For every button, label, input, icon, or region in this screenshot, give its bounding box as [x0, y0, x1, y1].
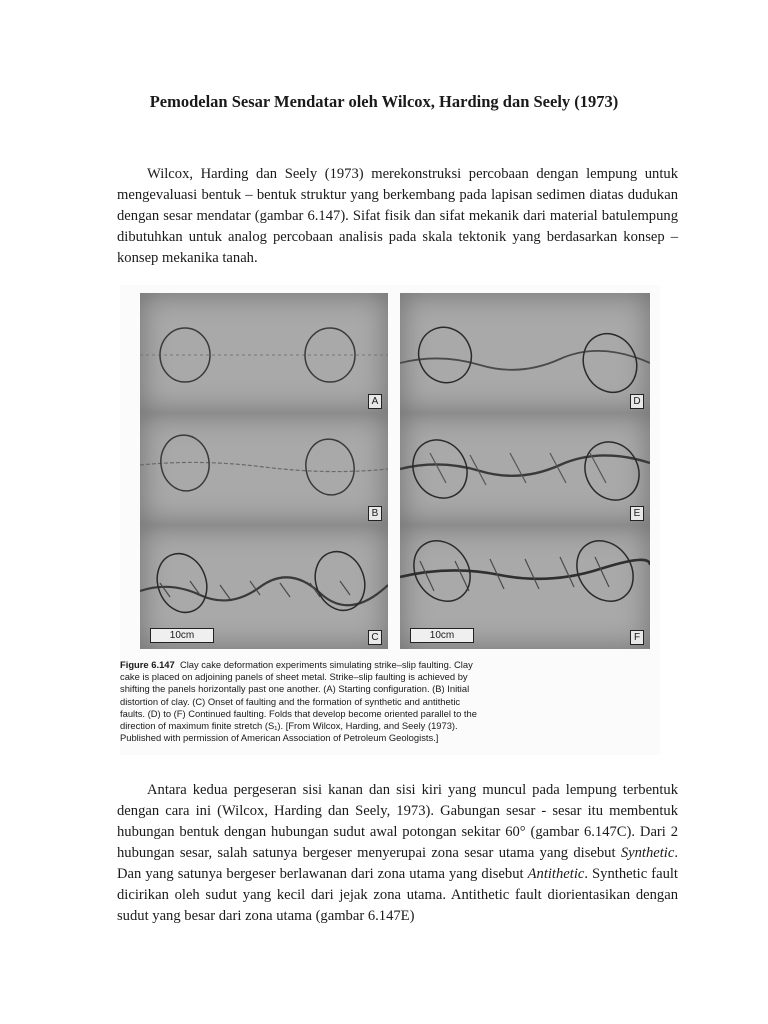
panel-f — [400, 525, 650, 649]
panel-c — [140, 525, 388, 649]
scale-bar: 10cm — [150, 628, 214, 643]
panel-e — [400, 413, 650, 525]
discussion-text-3: . Synthetic fault dicirikan oleh sudut yang kecil dari jejak zona utama. Antithetic fault diorientasikan dengan sudut yang besar dari zona utama (gambar 6.147E) — [117, 866, 678, 924]
clay-cake-drawing — [140, 293, 388, 413]
scale-bar: 10cm — [410, 628, 474, 643]
discussion-text-1: Antara kedua pergeseran sisi kanan dan sisi kiri yang muncul pada lempung terbentuk dengan cara ini (Wilcox, Harding dan Seely, 1973). Gabungan sesar - sesar itu membentuk hubungan bentuk dengan hubungan sudut awal potongan sekitar 60° (gambar 6.147C). Dari 2 hubungan sesar, salah satunya bergeser menyerupai zona sesar utama yang disebut — [117, 782, 678, 861]
panel-a — [140, 293, 388, 413]
term-synthetic: Synthetic — [620, 845, 675, 861]
caption-label: Figure 6.147 — [120, 659, 175, 670]
figure-6-147 — [120, 285, 660, 755]
figure-caption — [120, 659, 485, 744]
panel-letter: E — [630, 506, 644, 521]
page-title: Pemodelan Sesar Mendatar oleh Wilcox, Harding dan Seely (1973) — [149, 92, 619, 111]
panel-d — [400, 293, 650, 413]
intro-text: Wilcox, Harding dan Seely (1973) merekonstruksi percobaan dengan lempung untuk mengevaluasi bentuk – bentuk struktur yang berkembang pada lapisan sedimen diatas dudukan dengan sesar mendatar (gambar 6.147). Sifat fisik dan sifat mekanik dari material batulempung dibutuhkan untuk analog percobaan analisis pada skala tektonik yang berdasarkan konsep – konsep mekanika tanah. — [117, 166, 678, 266]
clay-cake-drawing — [400, 293, 650, 413]
intro-paragraph — [117, 164, 678, 269]
clay-cake-drawing — [140, 413, 388, 525]
discussion-text-2: . Dan yang satunya bergeser berlawanan dari zona utama yang disebut — [117, 845, 678, 882]
panel-letter: A — [368, 394, 382, 409]
panel-letter: D — [630, 394, 644, 409]
panel-letter: C — [368, 630, 382, 645]
panel-letter: B — [368, 506, 382, 521]
panel-letter: F — [630, 630, 644, 645]
discussion-paragraph — [117, 780, 678, 927]
clay-cake-drawing — [400, 413, 650, 525]
panel-b — [140, 413, 388, 525]
caption-text: Clay cake deformation experiments simulating strike–slip faulting. Clay cake is placed on adjoining panels of sheet metal. Strike–slip faulting is achieved by shifting the panels horizontally past one another. (A) Starting configuration. (B) Initial distortion of clay. (C) Onset of faulting and the formation of synthetic and antithetic faults. (D) to (F) Continued faulting. Folds that develop become oriented parallel to the direction of maximum finite stretch (S₁). [From Wilcox, Harding, and Seely (1973). Published with permission of American Association of Petroleum Geologists.] — [120, 659, 477, 744]
term-antithetic: Antithetic — [527, 866, 585, 882]
